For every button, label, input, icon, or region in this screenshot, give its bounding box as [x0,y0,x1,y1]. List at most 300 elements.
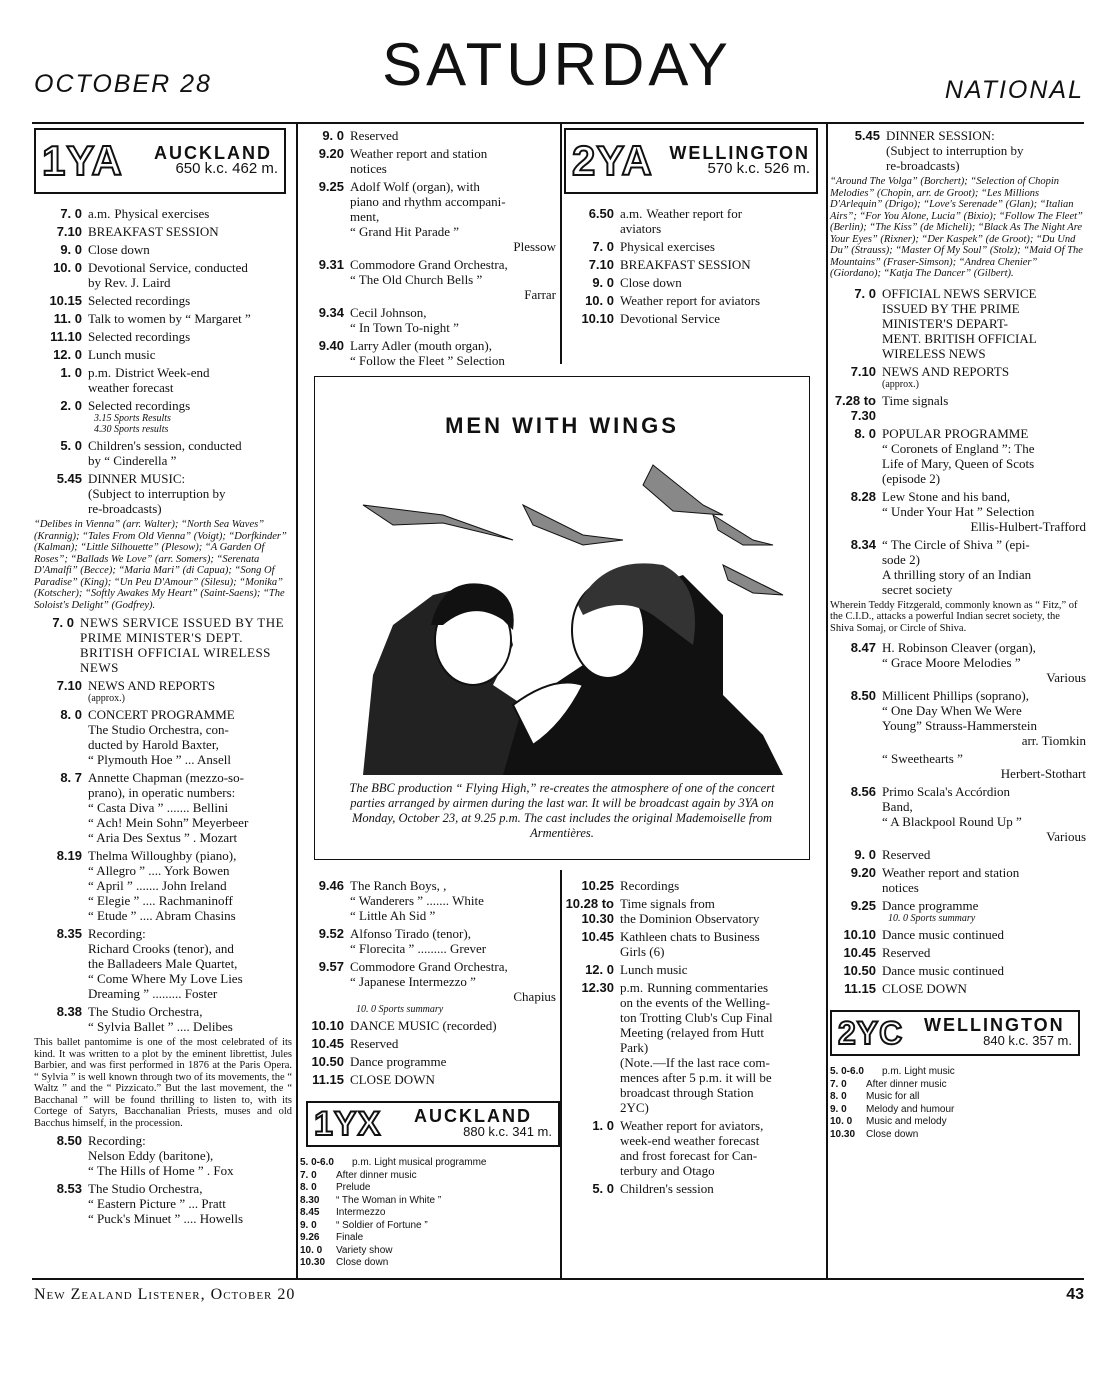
schedule-entry [34,260,292,290]
schedule-entry [34,329,292,344]
schedule-entry [564,929,822,959]
entry-line: Time signals [882,392,949,408]
entry-line: “ Plymouth Hoe ” ... Ansell [88,752,231,767]
entry-text: Music for all [866,1091,920,1102]
entry-line: Adolf Wolf (organ), with [350,179,480,194]
schedule-entry [300,959,556,1015]
schedule-entry [830,364,1086,390]
entry-time: 10. 0 [830,1116,853,1127]
schedule-entry [300,1018,556,1033]
station-box-2ya [564,128,818,194]
entry-line: broadcast through Station [620,1085,754,1100]
entry-line: Meeting (relayed from Hutt [620,1025,765,1040]
entry-line: Children's session [620,1181,714,1196]
entry-line: ton Trotting Club's Cup Final [620,1010,773,1025]
entry-text [88,1004,292,1034]
schedule-entry [300,1232,556,1245]
entry-text [882,426,1086,486]
entry-time: 10.45 [311,1036,344,1051]
entry-time: 10.45 [581,929,614,944]
schedule-entry [564,962,822,977]
schedule-entry [830,865,1086,895]
entry-line: Recording: [88,1133,146,1148]
entry-line: (episode 2) [882,470,941,486]
entry-composer: Herbert-Stothart [1000,766,1086,781]
entry-text [88,206,292,221]
feature-box [314,376,810,860]
entry-text [620,239,822,254]
entry-line: The Ranch Boys, , [350,878,447,893]
entry-time: 11.15 [844,981,876,996]
schedule-entry [34,311,292,326]
entry-line: NEWS AND REPORTS [88,678,216,693]
feature-caption: The BBC production “ Flying High,” re-creates the atmosphere of one of the concert parties arranged by airmen during the last war. It will be broadcast again by 3YA on Monday, October 23, at 9.25 p.m. The cast includes the original Mademoiselle from Armentières. [349,781,775,840]
entry-time: 8.53 [56,1181,82,1196]
entry-line: Weather report and station [350,146,488,161]
entry-text [620,293,822,308]
entry-line: re-broadcasts) [88,501,162,516]
entry-text [882,688,1086,748]
entry-time: 9.31 [318,257,344,272]
entry-line: Richard Crooks (tenor), and [88,941,234,956]
entry-ampm: a.m. [620,206,643,221]
entry-approx: (approx.) [88,693,125,704]
schedule-entry [830,286,1086,361]
entry-time: 9. 0 [60,242,82,257]
schedule-entry [300,179,556,254]
entry-line: Close down [88,242,150,257]
entry-time: 5. 0-6.0 [300,1157,334,1168]
entry-line: “ Puck's Minuet ” .... Howells [88,1211,244,1226]
entry-text [620,311,822,326]
entry-time [830,751,882,781]
entry-line: “ Little Ah Sid ” [350,908,436,923]
entry-line: (Note.—If the last race com- [620,1055,770,1070]
city: AUCKLAND [154,143,272,163]
aircraft-icon [363,465,783,595]
entry-text [620,1181,822,1196]
entry-line: “ Allegro ” .... York Bowen [88,863,230,878]
schedule-entry [34,438,292,468]
entry-time: 8. 0 [60,707,82,722]
schedule-entry [830,927,1086,942]
station-box-1ya [34,128,286,194]
entry-sub: 10. 0 Sports summary [888,913,976,924]
entry-text [620,257,822,272]
entry-text [88,347,292,362]
entry-composer: Chapius [513,989,556,1004]
schedule-list [34,1133,292,1226]
entry-ampm: p.m. [88,365,112,380]
frequency: 840 k.c. 357 m. [983,1033,1072,1048]
entry-line: Weather report and station [882,865,1020,880]
schedule-entry [564,1181,822,1196]
entry-line: “ Sylvia Ballet ” .... Delibes [88,1019,233,1034]
entry-time: 8.50 [56,1133,82,1148]
entry-line: “ Wanderers ” ....... White [350,893,484,908]
entry-text [350,179,556,254]
entry-time: 10.50 [311,1054,344,1069]
entry-text: Close down [866,1128,919,1140]
entry-time: 9.57 [318,959,344,974]
entry-time: 10.25 [581,878,614,893]
footer-publication: New Zealand Listener, October 20 [34,1286,296,1303]
entry-text [350,257,556,302]
entry-time: 9. 0 [300,1219,317,1231]
entry-line: Park) [620,1040,649,1055]
entry-time: 7. 0 [830,1078,847,1090]
entry-line: The Studio Orchestra, [88,1181,203,1196]
entry-text [350,146,556,176]
entry-line: Selected recordings [88,398,191,413]
entry-line: Time signals from [620,896,715,911]
entry-time: 10.15 [49,293,82,308]
entry-time: 7. 0 [592,239,614,254]
entry-line: Close down [620,275,682,290]
entry-line: A thrilling story of an Indian [882,566,1032,582]
schedule-entry [564,293,822,308]
entry-time: 9. 0 [830,1103,847,1115]
entry-text [88,926,292,1001]
entry-line: Dreaming ” ......... Foster [88,986,218,1001]
header-date: OCTOBER 28 [34,70,212,98]
schedule-list [830,640,1086,996]
schedule-entry [830,1129,1086,1142]
entry-text [88,293,292,308]
callsign: 1YX [314,1105,382,1143]
schedule-entry [300,1072,556,1087]
entry-text [620,896,822,926]
entry-text: p.m. Light musical programme [352,1157,487,1168]
schedule-entry [34,1181,292,1226]
entry-line: on the events of the Welling- [620,995,770,1010]
entry-line: “ Eastern Picture ” ... Pratt [88,1196,226,1211]
entry-text: Prelude [336,1182,371,1193]
column-2ya [564,128,822,329]
entry-text [882,640,1086,685]
schedule-entry [34,678,292,704]
schedule-entry [34,293,292,308]
schedule-entry [300,926,556,956]
entry-time: 7.10 [56,678,82,693]
entry-text [350,878,556,923]
entry-time: 1. 0 [592,1118,614,1133]
entry-text [882,751,1086,781]
col-divider-1 [296,124,298,1278]
entry-line: and frost forecast for Can- [620,1148,758,1163]
entry-time: 10.28 to 10.30 [565,896,614,926]
entry-time: 9.26 [300,1232,320,1243]
schedule-entry [830,537,1086,597]
entry-line: Dance programme [350,1054,447,1069]
schedule-entry [830,1066,1086,1079]
entry-line: “ Grace Moore Melodies ” [882,655,1021,670]
entry-time: 5. 0 [592,1181,614,1196]
schedule-entry [300,1195,556,1208]
entry-line: by “ Cinderella ” [88,453,177,468]
entry-time: 7. 0 [60,206,82,221]
city: WELLINGTON [669,143,810,163]
entry-time: 10. 0 [585,293,614,308]
entry-line: Dance music continued [882,927,1005,942]
entry-time: 12. 0 [53,347,82,362]
schedule-entry [34,398,292,435]
schedule-entry [34,242,292,257]
entry-line: “ Florecita ” ......... Grever [350,941,487,956]
entry-time: 10.45 [843,945,876,960]
schedule-entry [830,688,1086,748]
entry-text [882,847,1086,862]
callsign: 1YA [42,137,123,184]
page-number: 43 [1066,1286,1084,1303]
schedule-entry [34,1004,292,1034]
entry-line: Physical exercises [620,239,715,254]
column-2ya-evening [830,128,1086,1141]
entry-line: BREAKFAST SESSION [620,257,751,272]
schedule-entry [34,1133,292,1178]
schedule-entry [830,393,1086,423]
schedule-entry [300,1245,556,1258]
entry-line: re-broadcasts) [886,158,960,173]
entry-time: 9. 0 [322,128,344,143]
station-box-1yx [306,1101,560,1147]
entry-line: “ Aria Des Sextus ” . Mozart [88,830,238,845]
entry-line: The Studio Orchestra, [88,1004,203,1019]
schedule-entry [300,1220,556,1233]
feature-title: MEN WITH WINGS [445,413,679,438]
entry-line: “ Elegie ” .... Rachmaninoff [88,893,233,908]
schedule-entry [34,770,292,845]
entry-time: 8. 7 [60,770,82,785]
entry-line: Reserved [350,1036,399,1051]
entry-line: Selected recordings [88,293,191,308]
entry-line: sode 2) [882,551,920,567]
entry-ampm: p.m. [620,980,644,995]
entry-line: Weather report for [646,206,743,221]
schedule-entry [300,1207,556,1220]
entry-text [882,981,1086,996]
entry-text [350,959,556,1015]
entry-text [350,305,556,335]
schedule-entry [564,206,822,236]
entry-text [882,393,1086,423]
schedule-entry [564,896,822,926]
entry-line: “ Casta Diva ” ....... Bellini [88,800,229,815]
schedule-list [34,678,292,1034]
entry-line: “ Follow the Fleet ” Selection [350,353,505,368]
entry-line: BREAKFAST SESSION [88,224,219,239]
entry-text: After dinner music [336,1169,417,1181]
entry-line: “ Japanese Intermezzo ” [350,974,476,989]
entry-line: “ April ” ....... John Ireland [88,878,227,893]
entry-line: notices [882,880,919,895]
entry-line: Thelma Willoughby (piano), [88,848,237,863]
entry-line: Devotional Service [620,311,720,326]
entry-time: 11. 0 [53,311,82,326]
entry-line: MINISTER'S DEPART- [882,315,1008,331]
entry-text: After dinner music [866,1078,947,1090]
entry-text [882,537,1086,597]
entry-line: piano and rhythm accompani- [350,194,506,209]
schedule-entry [830,489,1086,534]
entry-line: the Dominion Observatory [620,911,760,926]
station-box-2yc [830,1010,1080,1056]
illustration-airmen [323,445,803,775]
column-1ya [34,128,292,1229]
entry-line: Reserved [882,945,931,960]
column-1ya-late [300,878,556,1270]
schedule-entry [830,426,1086,486]
entry-time: 8. 0 [300,1182,317,1193]
entry-time: 8.45 [300,1207,320,1218]
entry-text [882,927,1086,942]
schedule-entry [564,275,822,290]
entry-text [350,1018,556,1033]
entry-line: Reserved [350,128,399,143]
schedule-list [300,128,556,368]
entry-text [882,963,1086,978]
entry-line: POPULAR PROGRAMME [882,425,1029,441]
entry-text [882,865,1086,895]
entry-time: 8.19 [56,848,82,863]
entry-time: 2. 0 [60,398,82,413]
entry-line: “ Ach! Mein Sohn” Meyerbeer [88,815,249,830]
schedule-list [300,878,556,1087]
entry-sub: 4.30 Sports results [94,424,169,435]
entry-time: 9.46 [318,878,344,893]
frequency: 650 k.c. 462 m. [175,160,278,177]
entry-composer: Various [1046,829,1086,844]
entry-line: Dance music continued [882,963,1005,978]
entry-time: 5. 0-6.0 [830,1066,864,1077]
schedule-entry [830,784,1086,844]
entry-line: Weather report for aviators [620,293,761,308]
schedule-list [830,1066,1086,1141]
bottom-rule [32,1278,1084,1280]
schedule-list [300,1157,556,1270]
entry-line: WIRELESS NEWS [882,345,986,361]
schedule-entry [34,848,292,923]
entry-time: 10.30 [830,1128,856,1140]
schedule-entry [34,707,292,767]
entry-ampm: a.m. [88,206,111,221]
entry-line: “ The Circle of Shiva ” (epi- [882,536,1030,552]
schedule-entry [300,338,556,368]
entry-line: prano), in operatic numbers: [88,785,236,800]
entry-text [88,678,292,704]
entry-line: week-end weather forecast [620,1133,760,1148]
entry-line: CLOSE DOWN [882,981,967,996]
entry-line: DINNER MUSIC: [88,471,186,486]
entry-line: Girls (6) [620,944,665,959]
sylvia-note: This ballet pantomime is one of the most celebrated of its kind. It was written to a plot by the eminent librettist, Jules Barbier, and was first performed in 1876 at the Paris Opera. “ Sylvia ” is well known through two of its movements, the “ Waltz ” and the “ Pizzicato.” But the last movement, the “ Bacchanal ” will be found thrilling to listen to, with its Cortege of Satyrs, Bacchanalian Priests, muses and old Bacchus himself, in the procession. [34,1037,292,1129]
entry-text [88,707,292,767]
entry-line: weather forecast [88,380,174,395]
schedule-entry [34,347,292,362]
entry-text: Close down [336,1257,389,1268]
entry-line: DINNER SESSION: [886,128,995,143]
entry-time: 12.30 [581,980,614,995]
entry-time: 9.25 [850,898,876,913]
entry-time: 7. 0 [854,285,876,301]
entry-time: 8.30 [300,1194,320,1206]
schedule-entry [300,1054,556,1069]
entry-sub: 10. 0 Sports summary [356,1004,444,1015]
entry-time: 8. 0 [854,425,876,441]
schedule-list [564,878,822,1196]
entry-text [350,338,556,368]
schedule-entry [300,1157,556,1170]
entry-line: aviators [620,221,662,236]
city: AUCKLAND [414,1106,532,1126]
entry-time: 9.40 [318,338,344,353]
callsign: 2YA [572,137,653,184]
entry-line: Cecil Johnson, [350,305,427,320]
entry-text [350,1036,556,1051]
entry-text: NEWS SERVICE ISSUED BY THE PRIME MINISTER'S DEPT. BRITISH OFFICIAL WIRELESS NEWS [80,615,285,675]
entry-composer: arr. Tiomkin [1021,733,1086,748]
entry-time: 8.38 [56,1004,82,1019]
entry-line: “ Coronets of England ”: The [882,440,1035,456]
schedule-list [830,286,1086,597]
entry-line: ment, [350,209,380,224]
entry-time: 11.15 [312,1072,344,1087]
entry-time: 10. 0 [300,1244,323,1256]
entry-text [350,1054,556,1069]
entry-line: “ Grand Hit Parade ” [350,224,460,239]
entry-time: 8.56 [850,784,876,799]
entry-line: terbury and Otago [620,1163,715,1178]
entry-text [350,1072,556,1087]
entry-line: Devotional Service, conducted [88,260,248,275]
entry-line: Weather report for aviators, [620,1118,764,1133]
entry-time: 9. 0 [592,275,614,290]
entry-line: Selected recordings [88,329,191,344]
entry-text [88,224,292,239]
entry-line: Millicent Phillips (soprano), [882,688,1029,703]
entry-line: CLOSE DOWN [350,1072,435,1087]
schedule-entry [300,257,556,302]
entry-line: Physical exercises [114,206,210,221]
schedule-list [564,206,822,326]
entry-text: Intermezzo [336,1207,386,1218]
entry-line: H. Robinson Cleaver (organ), [882,640,1036,655]
entry-line: The Studio Orchestra, con- [88,722,229,737]
entry-time: 10.50 [843,963,876,978]
entry-text: “ The Woman in White ” [336,1194,442,1206]
entry-time: 6.50 [588,206,614,221]
entry-time: 8.34 [850,536,876,552]
entry-time: 9.34 [318,305,344,320]
entry-text: “ Soldier of Fortune ” [336,1219,428,1231]
entry-text [88,365,292,395]
entry-text [88,848,292,923]
entry-line: Annette Chapman (mezzo-so- [88,770,244,785]
entry-text [350,128,556,143]
schedule-entry [830,1091,1086,1104]
schedule-entry [34,926,292,1001]
header-network: NATIONAL [944,76,1084,104]
entry-line: Young” Strauss-Hammerstein [882,718,1038,733]
schedule-entry [300,1170,556,1183]
col-divider-4 [560,870,562,1278]
schedule-entry [34,615,292,675]
entry-text [882,898,1086,924]
entry-time: 7. 0 [52,615,74,630]
schedule-entry [830,898,1086,924]
shiva-note: Wherein Teddy Fitzgerald, commonly known as “ Fitz,” of the C.I.D., attacks a powerful Indian secret society, the Shiva Somaj, or Circle of Shiva. [830,599,1078,634]
schedule-entry [300,1257,556,1270]
